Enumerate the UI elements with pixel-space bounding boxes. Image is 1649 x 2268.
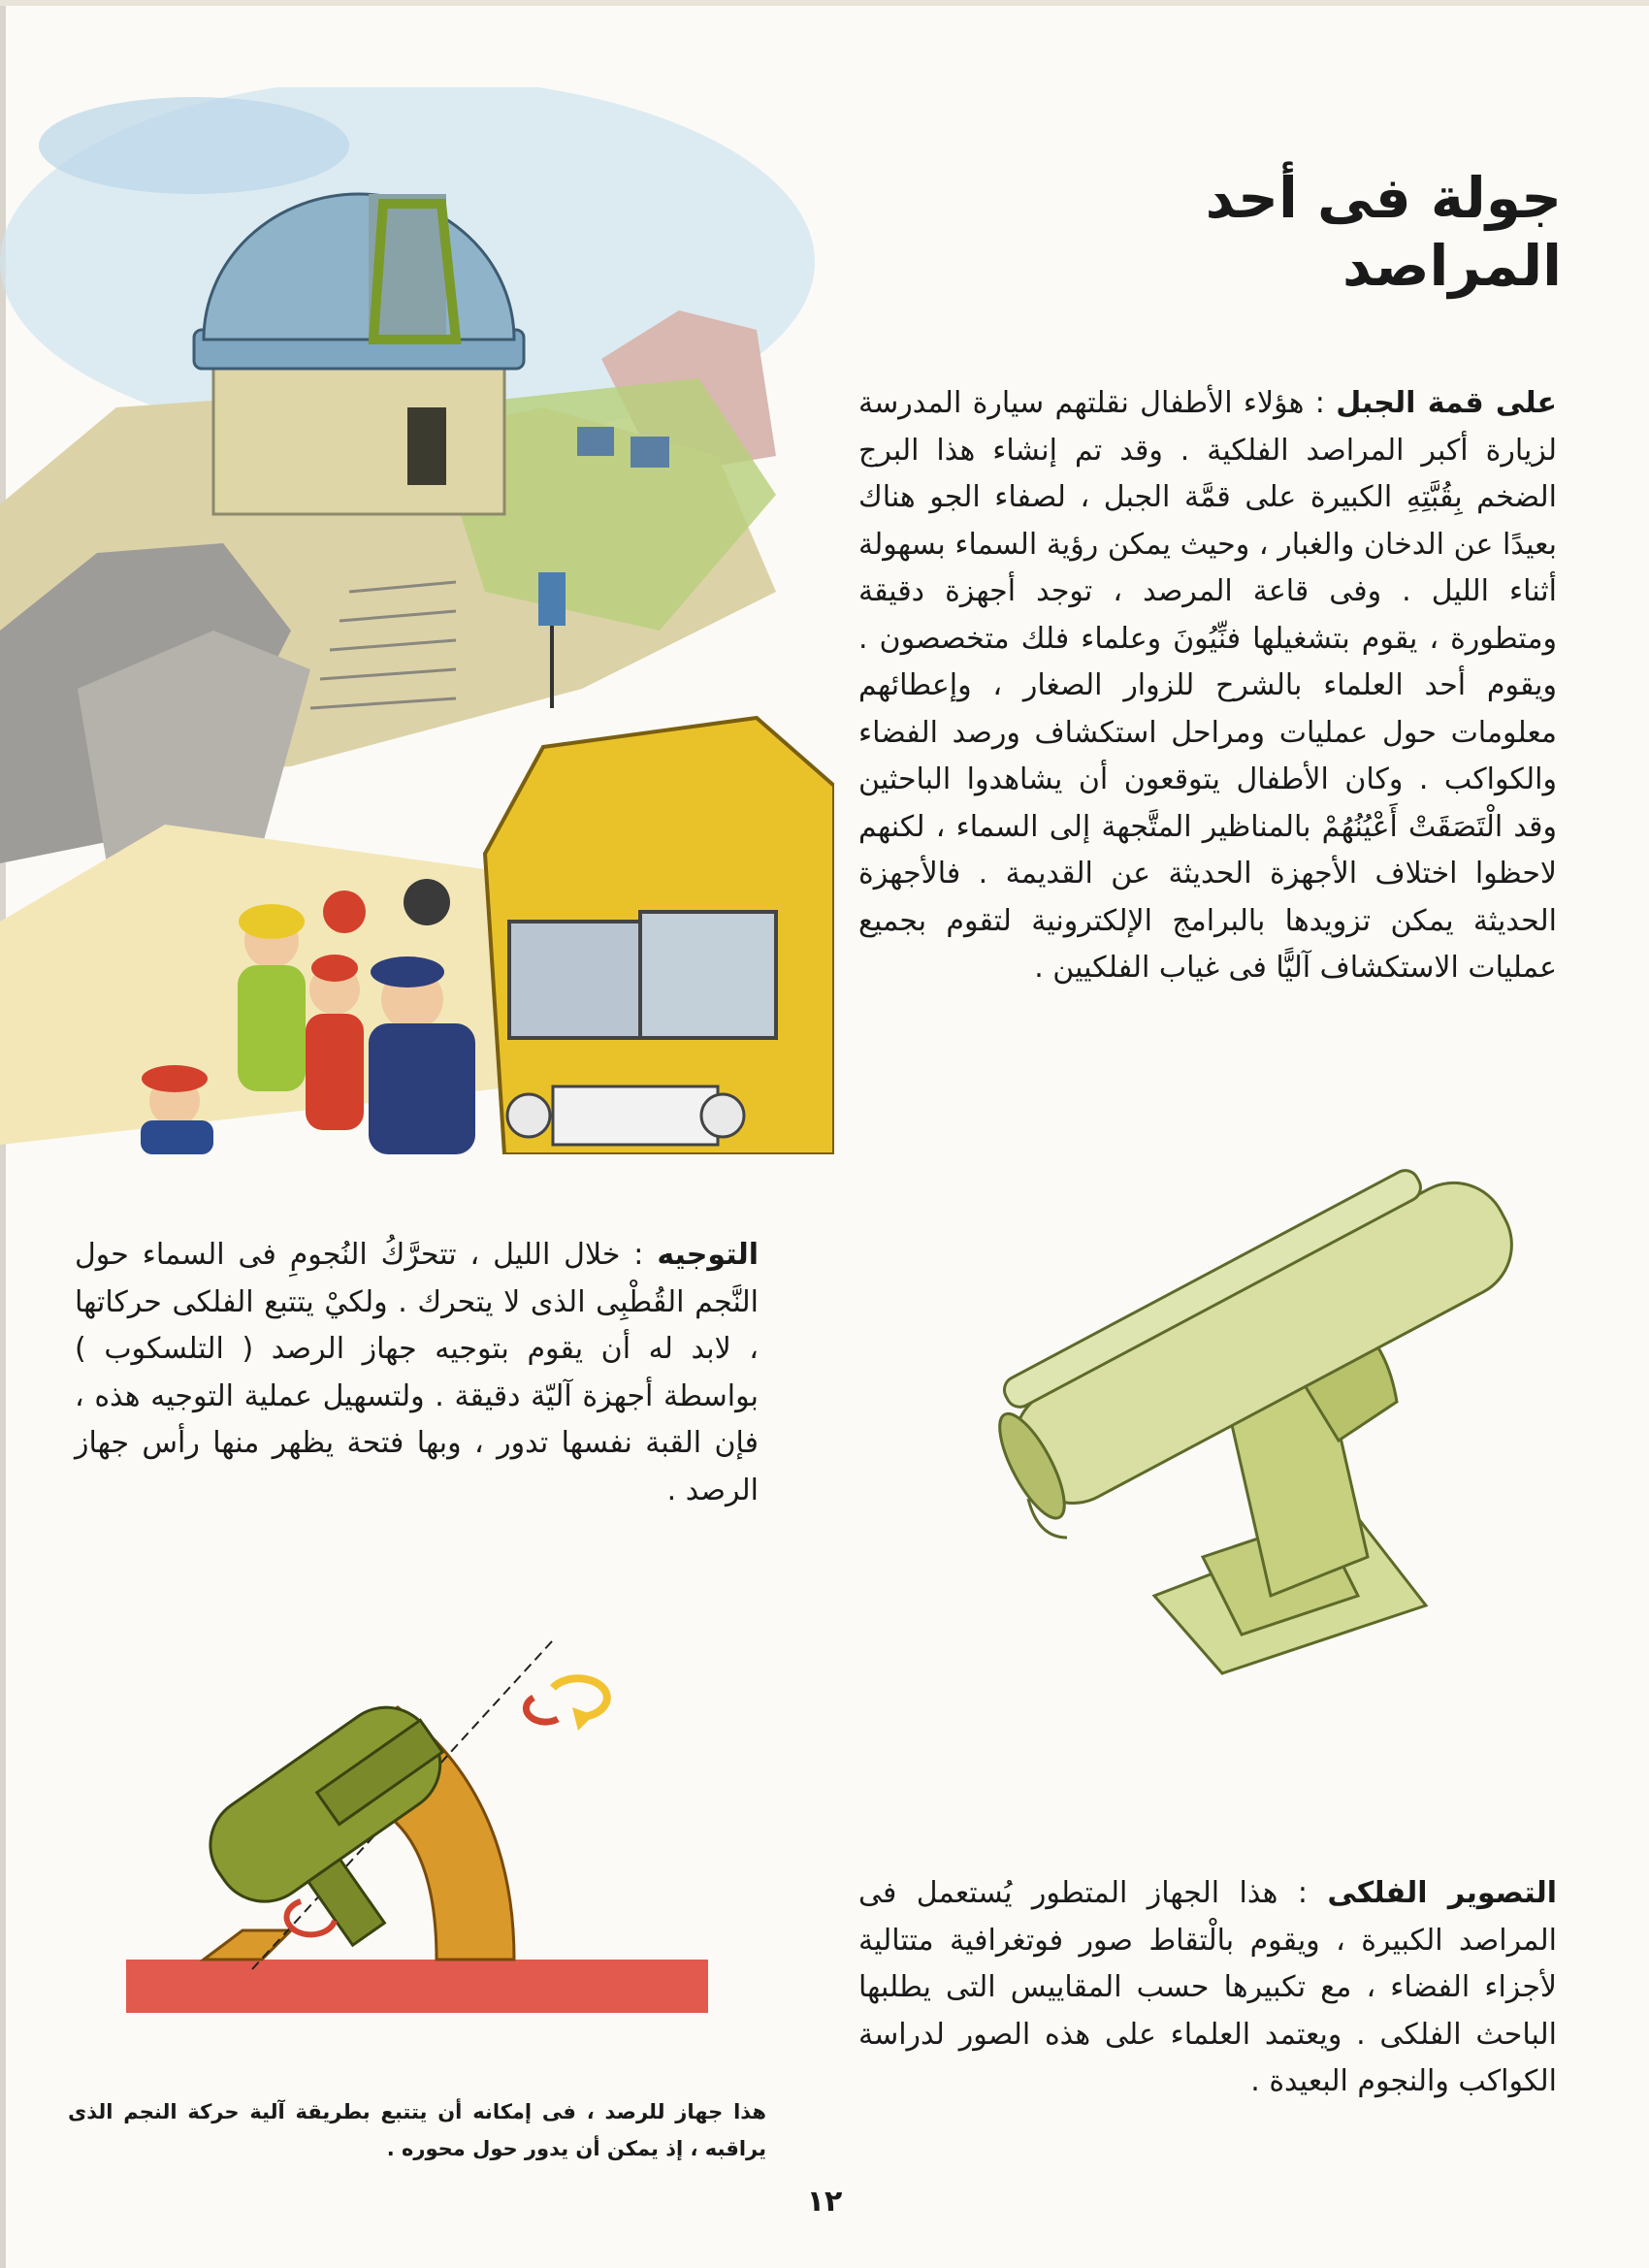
astrophotography-paragraph (858, 1870, 1557, 2106)
summit-heading: على قمة الجبل (1336, 386, 1558, 420)
observatory-scene-illustration (0, 87, 834, 1154)
page-title: جولة فى أحد المراصد (1205, 165, 1562, 299)
page-top-edge (0, 0, 1649, 6)
page-number: ١٢ (806, 2185, 843, 2219)
astrophotography-heading: التصوير الفلكى (1327, 1876, 1557, 1910)
orientation-heading: التوجيه (657, 1238, 759, 1272)
equatorial-mount-diagram-illustration (126, 1639, 728, 2047)
diagram-caption: هذا جهاز للرصد ، فى إمكانه أن يتتبع بطريقة آلية حركة النجم الذى يراقبه ، إذ يمكن أن يدور حول محوره . (68, 2100, 766, 2160)
summit-body: : هؤلاء الأطفال نقلتهم سيارة المدرسة لزيارة أكبر المراصد الفلكية . وقد تم إنشاء هذا البرج الضخم بِقُبَّتِهِ الكبيرة على قمَّة الجبل ، لصفاء الجو هناك بعيدًا عن الدخان والغبار ، وحيث يمكن رؤية السماء بسهولة أثناء الليل . وفى قاعة المرصد ، توجد أجهزة دقيقة ومتطورة ، يقوم بتشغيلها فنِّيُونَ وعلماء فلك متخصصون . ويقوم أحد العلماء بالشرح للزوار الصغار ، وإعطائهم معلومات حول عمليات ومراحل استكشاف ورصد الفضاء والكواكب . وكان الأطفال يتوقعون أن يشاهدوا الباحثين وقد الْتَصَقَتْ أَعْيُنُهُمْ بالمناظير المتَّجهة إلى السماء ، لكنهم لاحظوا اختلاف الأجهزة الحديثة عن القديمة . فالأجهزة الحديثة يمكن تزويدها بالبرامج الإلكترونية لتقوم بجميع عمليات الاستكشاف آليًّا فى غياب الفلكيين . (858, 386, 1557, 985)
bus-icon (485, 718, 834, 1154)
astrophotography-body: : هذا الجهاز المتطور يُستعمل فى المراصد الكبيرة ، ويقوم بالْتقاط صور فوتغرافية متتالية لأجزاء الفضاء ، مع تكبيرها حسب المقاييس التى يطلبها الباحث الفلكى . ويعتمد العلماء على هذه الصور لدراسة الكواكب والنجوم البعيدة . (858, 1876, 1557, 2098)
orientation-paragraph (75, 1232, 759, 1514)
photographic-telescope-illustration (970, 1150, 1513, 1693)
orientation-body: : خلال الليل ، تتحرَّكُ النُجومِ فى السماء حول النَّجم القُطْبِى الذى لا يتحرك . ولكيْ يتتبع الفلكى حركاتها ، لابد له أن يقوم بتوجيه جهاز الرصد ( التلسكوب ) بواسطة أجهزة آليّة دقيقة . ولتسهيل عملية التوجيه هذه ، فإن القبة نفسها تدور ، وبها فتحة يظهر منها رأس جهاز الرصد . (75, 1238, 759, 1507)
summit-paragraph (858, 380, 1557, 992)
